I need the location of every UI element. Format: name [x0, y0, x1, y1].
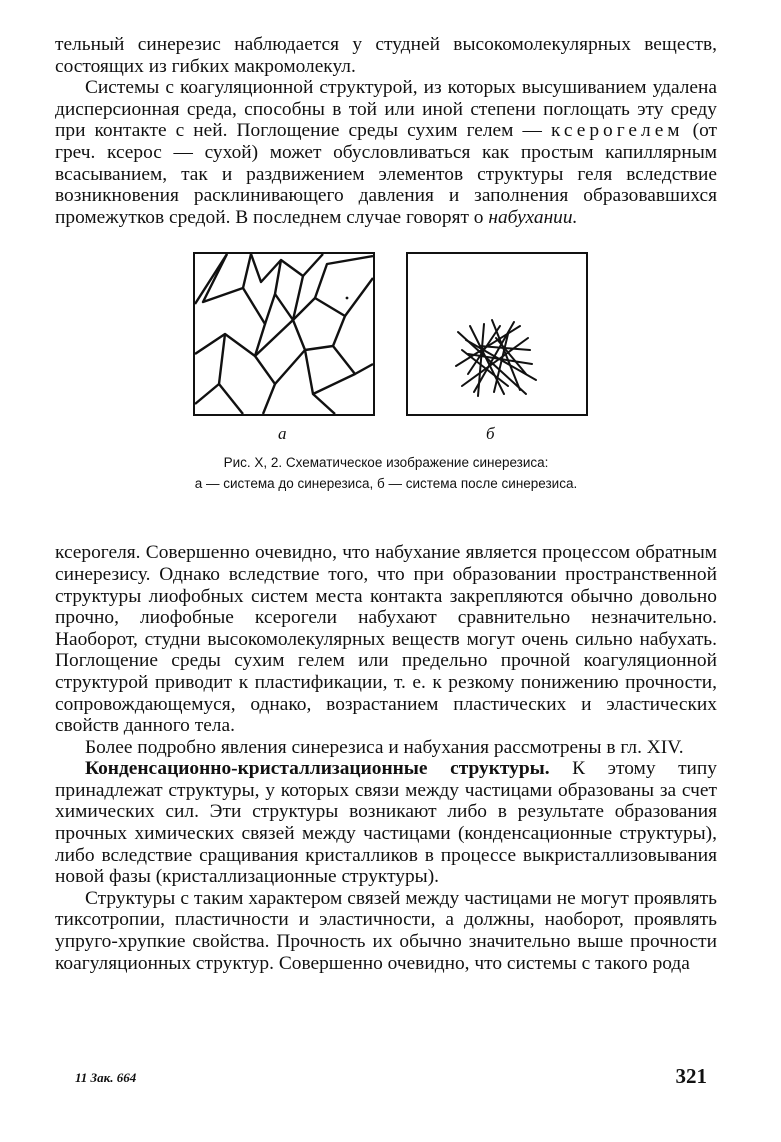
caption-line-2: а — система до синерезиса, б — система после синерезиса.: [194, 476, 578, 492]
paragraph-continued: тельный синерезис наблюдается у студней высокомолекулярных веществ, состоящих из гибких макромолекул.: [55, 34, 717, 77]
paragraph-condensation: [55, 758, 717, 888]
figure-panel-b: [406, 252, 588, 416]
collapsed-structure-diagram: [408, 254, 586, 414]
paragraph-text: (от греч. ксерос — сухой) может обусловливаться как простым капиллярным всасыванием, так и раздвижением элементов структуры геля вследствие возникновения расклинивающего давления и заполнения образовавшихся промежутков средой. В последнем случае говорят о: [55, 120, 718, 228]
figure-syneresis: [55, 252, 717, 542]
section-heading: Конденсационно-кристаллизационные структуры.: [85, 758, 550, 780]
figure-label-b: б: [486, 424, 495, 444]
page-body: [55, 34, 717, 974]
network-structure-diagram: [195, 254, 373, 414]
figure-panel-a: [193, 252, 375, 416]
figure-label-a: а: [278, 424, 287, 444]
term-xerogel: ксерогелем: [550, 120, 684, 142]
figure-caption: [55, 452, 717, 494]
page-number: 321: [675, 1064, 707, 1088]
paragraph-structures: Структуры с таким характером связей между частицами не могут проявлять тиксотропии, пластичности и эластичности, а должны, наоборот, проявлять упруго-хрупкие свойства. Прочность их обычно значительно выше прочности коагуляционных структур. Совершенно очевидно, что системы с такого рода: [55, 887, 717, 974]
paragraph-text: Системы с коагуляционной структурой, из которых высушиванием удалена дисперсионная среда, способны в той или иной степени поглощать эту среду при контакте с ней. Поглощение среды сухим гелем —: [55, 77, 717, 142]
paragraph-swelling: ксерогеля. Совершенно очевидно, что набухание является процессом обратным синерезису. Однако вследствие того, что при образовании пространственной структуры лиофобных систем места контакта закрепляются обычно довольно прочно, лиофобные ксерогели набухают сравнительно незначительно. Наоборот, студни высокомолекулярных веществ могут очень сильно набухать. Поглощение среды сухим гелем или предельно прочной коагуляционной структурой приводит к пластификации, т. е. к резкому понижению прочности, сопровождающемуся, однако, возрастанием пластических и эластических свойств данного тела.: [55, 542, 717, 737]
caption-line-1: Рис. X, 2. Схематическое изображение синерезиса:: [223, 455, 549, 471]
printer-mark: 11 Зак. 664: [75, 1070, 137, 1085]
term-swelling: набухании.: [488, 206, 578, 228]
paragraph-xerogel: [55, 77, 717, 228]
paragraph-reference: Более подробно явления синерезиса и набухания рассмотрены в гл. XIV.: [85, 736, 684, 758]
page-footer: [75, 1064, 715, 1092]
paragraph-text: К этому типу принадлежат структуры, у которых связи между частицами образованы за счет химических сил. Эти структуры возникают либо в результате образования прочных химических связей между частицами (конденсационные структуры), либо вследствие сращивания кристалликов в процессе выкристаллизовывания новой фазы (кристаллизационные структуры).: [55, 758, 717, 888]
